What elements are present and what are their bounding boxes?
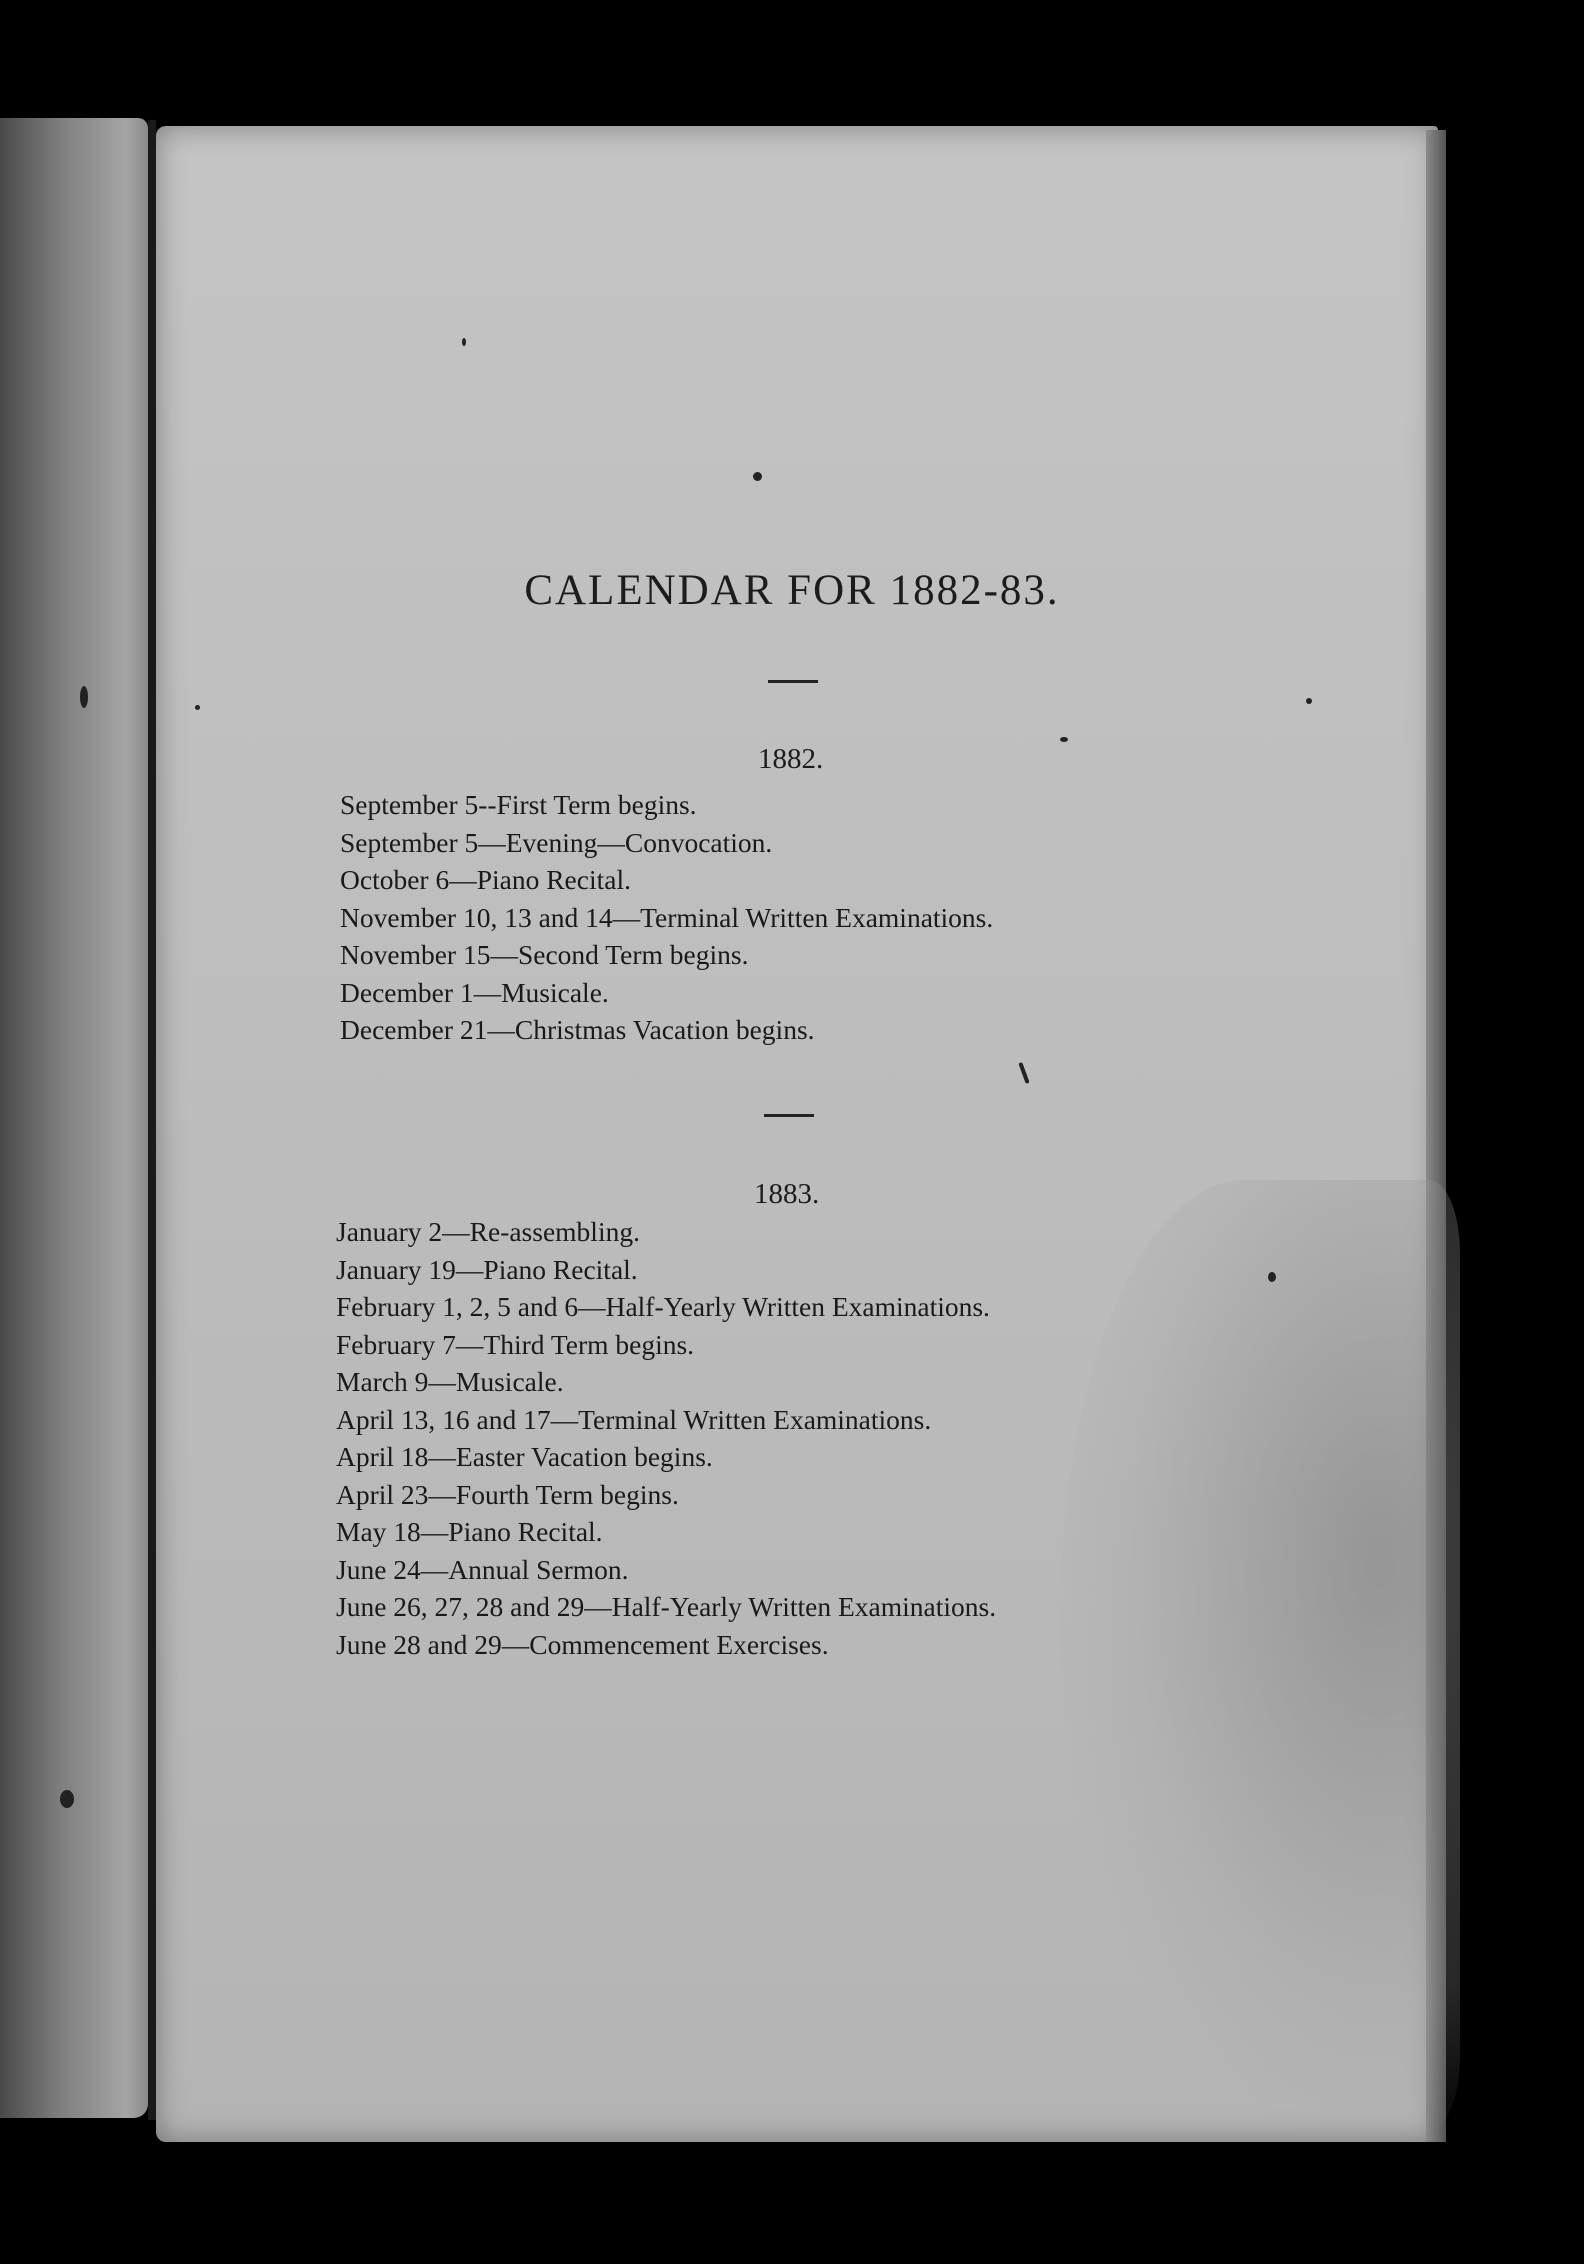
year-heading-1882: 1882. [758,743,824,775]
speck [80,686,88,708]
calendar-entry: September 5--First Term begins. [340,789,697,820]
page-title: CALENDAR FOR 1882-83. [524,567,1060,614]
calendar-entry: November 10, 13 and 14—Terminal Written Examinations. [340,901,994,933]
year-heading-1883: 1883. [754,1178,820,1210]
calendar-entry: February 1, 2, 5 and 6—Half-Yearly Written Examinations. [336,1291,990,1322]
calendar-entry: November 15—Second Term begins. [340,939,749,970]
speck [1268,1272,1276,1282]
calendar-list-1882 [340,786,993,1049]
calendar-entry: January 19—Piano Recital. [336,1253,638,1285]
speck [462,338,466,346]
calendar-entry: March 9—Musicale. [336,1366,564,1397]
page-right-edge [1426,130,1446,2142]
section-divider [764,1114,814,1117]
previous-page-edge [0,118,148,2118]
calendar-entry: April 18—Easter Vacation begins. [336,1441,713,1472]
speck [60,1790,74,1808]
speck [1060,737,1068,742]
speck [753,472,762,481]
section-divider [768,680,818,683]
calendar-entry: October 6—Piano Recital. [340,864,631,895]
page [156,126,1438,2142]
calendar-list-1883 [336,1213,996,1663]
calendar-entry: June 24—Annual Sermon. [336,1553,629,1585]
calendar-entry: April 23—Fourth Term begins. [336,1478,679,1510]
calendar-entry: June 28 and 29—Commencement Exercises. [336,1628,829,1660]
calendar-entry: December 21—Christmas Vacation begins. [340,1014,815,1045]
calendar-entry: June 26, 27, 28 and 29—Half-Yearly Written Examinations. [336,1591,997,1622]
calendar-entry: January 2—Re-assembling. [336,1216,640,1247]
calendar-entry: May 18—Piano Recital. [336,1516,603,1547]
speck [195,705,200,710]
calendar-entry: December 1—Musicale. [340,976,609,1008]
calendar-entry: February 7—Third Term begins. [336,1328,695,1360]
speck [1306,698,1312,704]
calendar-entry: September 5—Evening—Convocation. [340,826,773,858]
book-gutter [148,120,156,2120]
calendar-entry: April 13, 16 and 17—Terminal Written Examinations. [336,1403,932,1435]
